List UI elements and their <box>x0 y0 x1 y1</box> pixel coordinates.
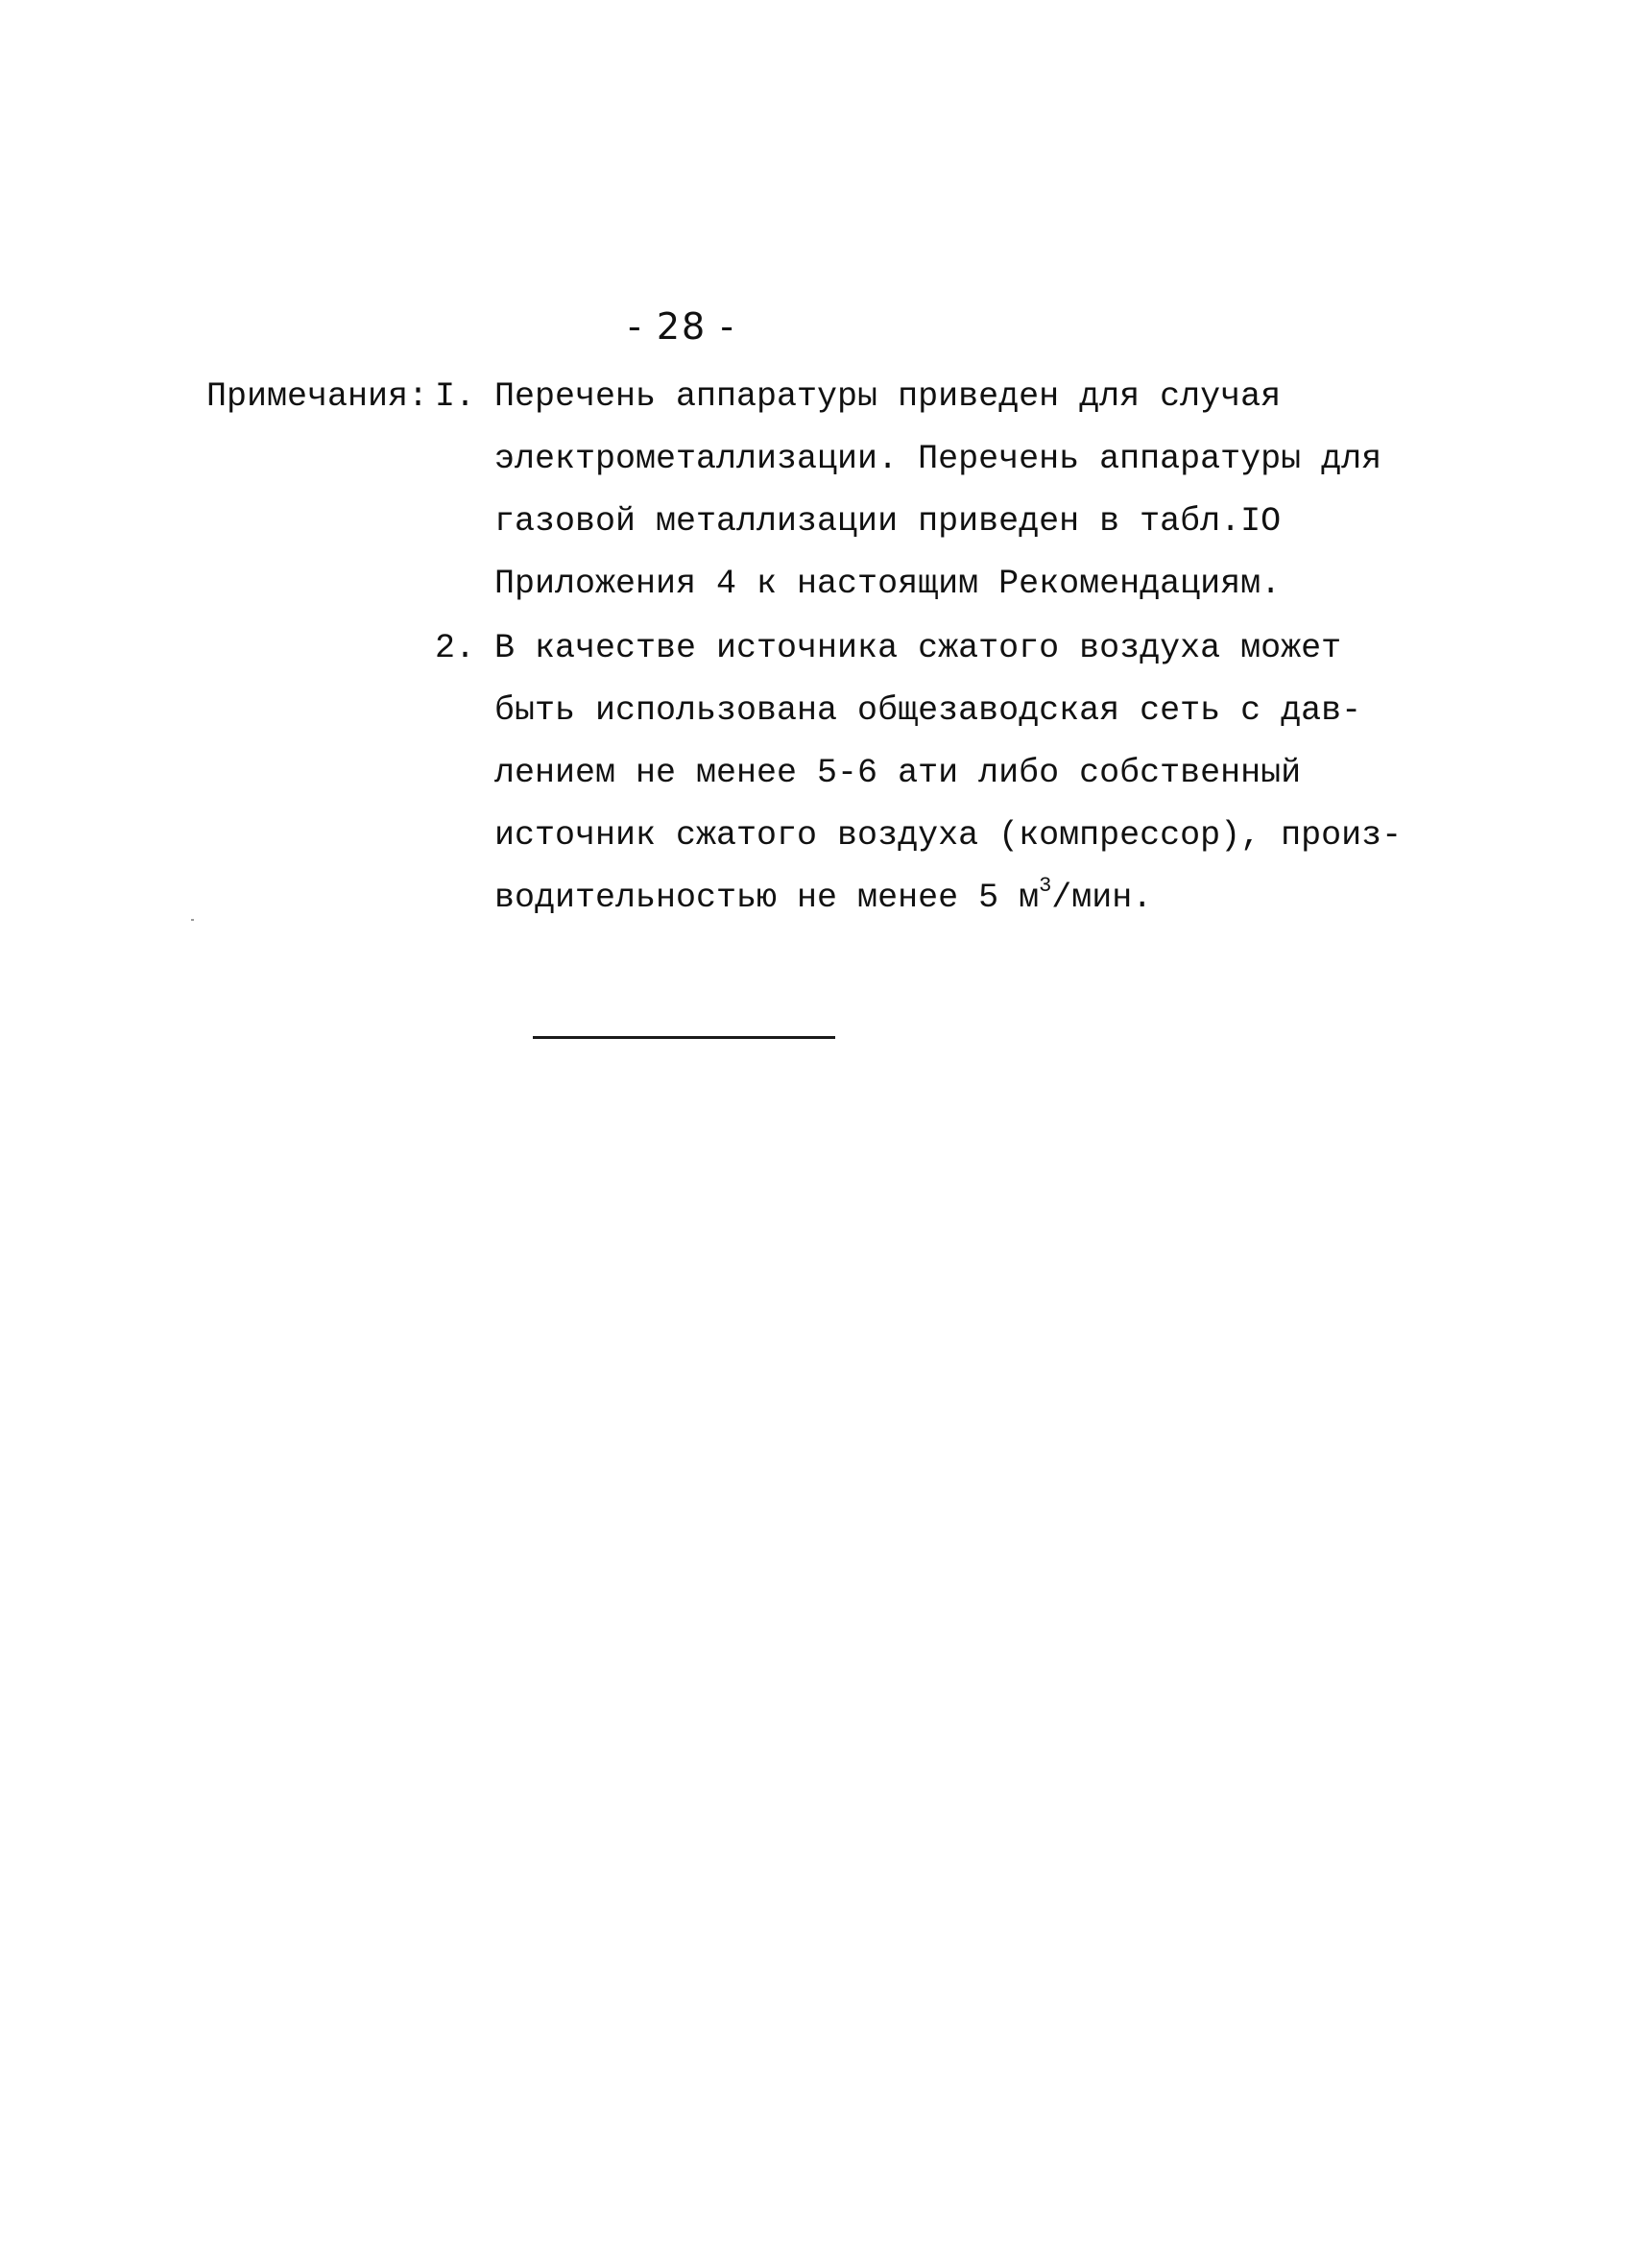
note-1-line-3: газовой металлизации приведен в табл.IO <box>494 502 1282 541</box>
note-2-line-3: лением не менее 5-6 ати либо собственный <box>494 754 1302 792</box>
note-2-line-2: быть использована общезаводская сеть с дав- <box>494 691 1362 730</box>
note-1-number: I. <box>435 377 476 416</box>
note-2-line-5-suffix: /мин. <box>1051 879 1153 917</box>
note-2-line-1: В качестве источника сжатого воздуха может <box>494 629 1342 667</box>
note-2-line-5-text: водительностью не менее 5 м <box>494 879 1040 917</box>
end-rule <box>533 1036 835 1039</box>
notes-label: Примечания: <box>206 377 429 416</box>
note-2-line-5 <box>494 874 1153 917</box>
note-1-line-4: Приложения 4 к настоящим Рекомендациям. <box>494 565 1282 603</box>
note-1-line-1: Перечень аппаратуры приведен для случая <box>494 377 1282 416</box>
note-1-line-2: электрометаллизации. Перечень аппаратуры для <box>494 440 1382 478</box>
note-2-line-4: источник сжатого воздуха (компрессор), произ- <box>494 816 1403 855</box>
note-2-number: 2. <box>435 629 476 667</box>
page-number: - 28 - <box>628 305 735 348</box>
cubic-superscript: 3 <box>1039 874 1052 898</box>
scan-speck <box>191 919 194 921</box>
